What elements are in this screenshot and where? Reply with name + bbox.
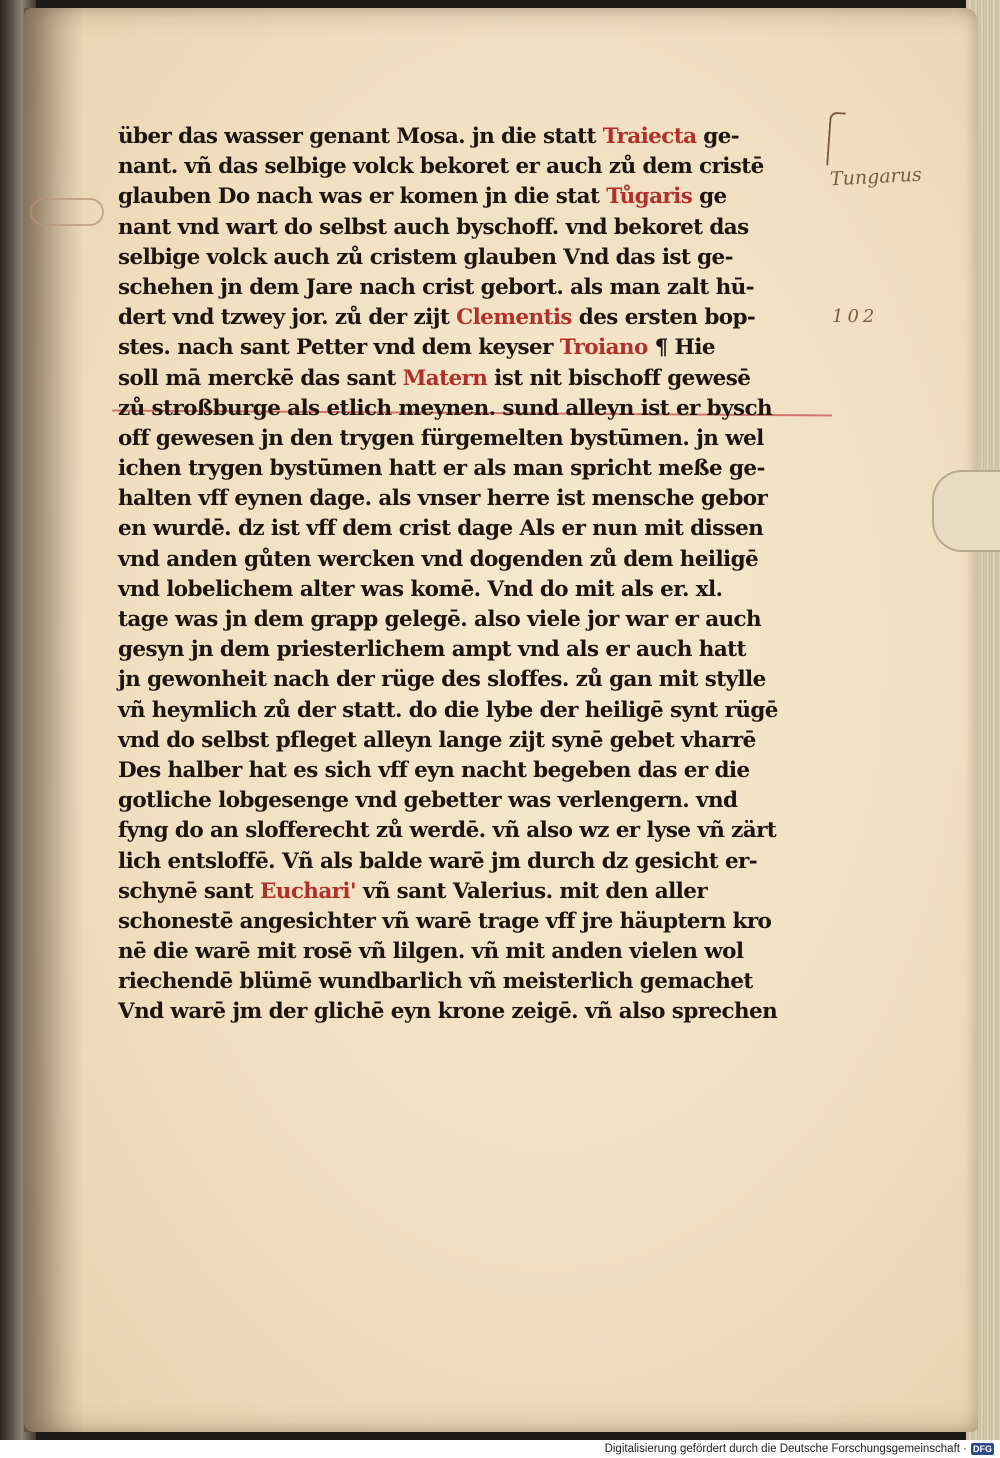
text-line: vnd anden gůten wercken vnd dogenden zů dem heiligē bbox=[118, 546, 759, 572]
digitization-footer bbox=[0, 1440, 1000, 1458]
text-line: riechendē blümē wundbarlich vñ meisterlich gemachet bbox=[118, 969, 753, 995]
text-line: glauben Do nach was er komen jn die stat Tůgaris ge bbox=[118, 184, 727, 210]
text-line: nant vnd wart do selbst auch byschoff. vnd bekoret das bbox=[118, 214, 749, 240]
text-line: Vnd warē jm der glichē eyn krone zeigē. vñ also sprechen bbox=[118, 999, 778, 1025]
text-line: halten vff eynen dage. als vnser herre ist mensche gebor bbox=[118, 486, 768, 512]
bookmark-tab bbox=[932, 470, 1000, 552]
text-line: soll mā merckē das sant Matern ist nit bischoff gewesē bbox=[118, 365, 751, 391]
text-line: vñ heymlich zů der statt. do die lybe der heiligē synt rügē bbox=[118, 697, 778, 723]
text-line: off gewesen jn den trygen fürgemelten bystūmen. jn wel bbox=[118, 425, 764, 451]
text-line: zů stroßburge als etlich meynen. sund alleyn ist er bysch bbox=[118, 395, 772, 421]
rubricated-word: Euchari' bbox=[260, 878, 356, 904]
text-line: en wurdē. dz ist vff dem crist dage Als er nun mit dissen bbox=[118, 516, 764, 542]
margin-note-number: 102 bbox=[832, 306, 879, 327]
text-line: ichen trygen bystūmen hatt er als man spricht meße ge- bbox=[118, 456, 765, 482]
margin-note-tungarus: Tungarus bbox=[829, 163, 923, 191]
marginal-flourish bbox=[30, 198, 104, 226]
footer-credit: Digitalisierung gefördert durch die Deutsche Forschungsgemeinschaft · bbox=[604, 1443, 967, 1455]
text-line: jn gewonheit nach der rüge des sloffes. zů gan mit stylle bbox=[118, 667, 766, 693]
rubricated-word: Matern bbox=[402, 365, 488, 391]
text-line: vnd lobelichem alter was komē. Vnd do mit als er. xl. bbox=[118, 576, 723, 602]
text-line: fyng do an slofferecht zů werdē. vñ also wz er lyse vñ zärt bbox=[118, 818, 777, 844]
rubricated-word: Troiano bbox=[559, 335, 648, 361]
text-line: vnd do selbst pfleget alleyn lange zijt synē gebet vharrē bbox=[118, 727, 756, 753]
text-line: selbige volck auch zů cristem glauben Vnd das ist ge- bbox=[118, 244, 733, 270]
text-line: nē die warē mit rosē vñ lilgen. vñ mit anden vielen wol bbox=[118, 939, 744, 965]
text-line: tage was jn dem grapp gelegē. also viele jor war er auch bbox=[118, 607, 762, 632]
text-line: schonestē angesichter vñ warē trage vff jre häuptern kro bbox=[118, 908, 772, 934]
rubricated-word: Tůgaris bbox=[606, 184, 693, 210]
text-line: nant. vñ das selbige volck bekoret er auch zů dem cristē bbox=[118, 154, 764, 180]
text-line: schehen jn dem Jare nach crist gebort. als man zalt hū- bbox=[118, 274, 754, 300]
text-line: Des halber hat es sich vff eyn nacht begeben das er die bbox=[118, 757, 750, 783]
blackletter-text-block bbox=[118, 122, 830, 1028]
rubricated-word: Clementis bbox=[456, 305, 572, 331]
dfg-logo: DFG bbox=[973, 1444, 992, 1454]
text-line: gesyn jn dem priesterlichem ampt vnd als er auch hatt bbox=[118, 637, 746, 663]
rubricated-word: Traiecta bbox=[602, 124, 697, 149]
text-line: lich entsloffē. Vñ als balde warē jm durch dz gesicht er- bbox=[118, 848, 758, 874]
text-line: schynē sant Euchari' vñ sant Valerius. mit den aller bbox=[118, 878, 708, 904]
text-line: stes. nach sant Petter vnd dem keyser Troiano ¶ Hie bbox=[118, 335, 715, 361]
text-line: über das wasser genant Mosa. jn die statt Traiecta ge- bbox=[118, 124, 740, 149]
text-line: dert vnd tzwey jor. zů der zijt Clementis des ersten bop- bbox=[118, 305, 756, 331]
text-line: gotliche lobgesenge vnd gebetter was verlengern. vnd bbox=[118, 788, 738, 814]
